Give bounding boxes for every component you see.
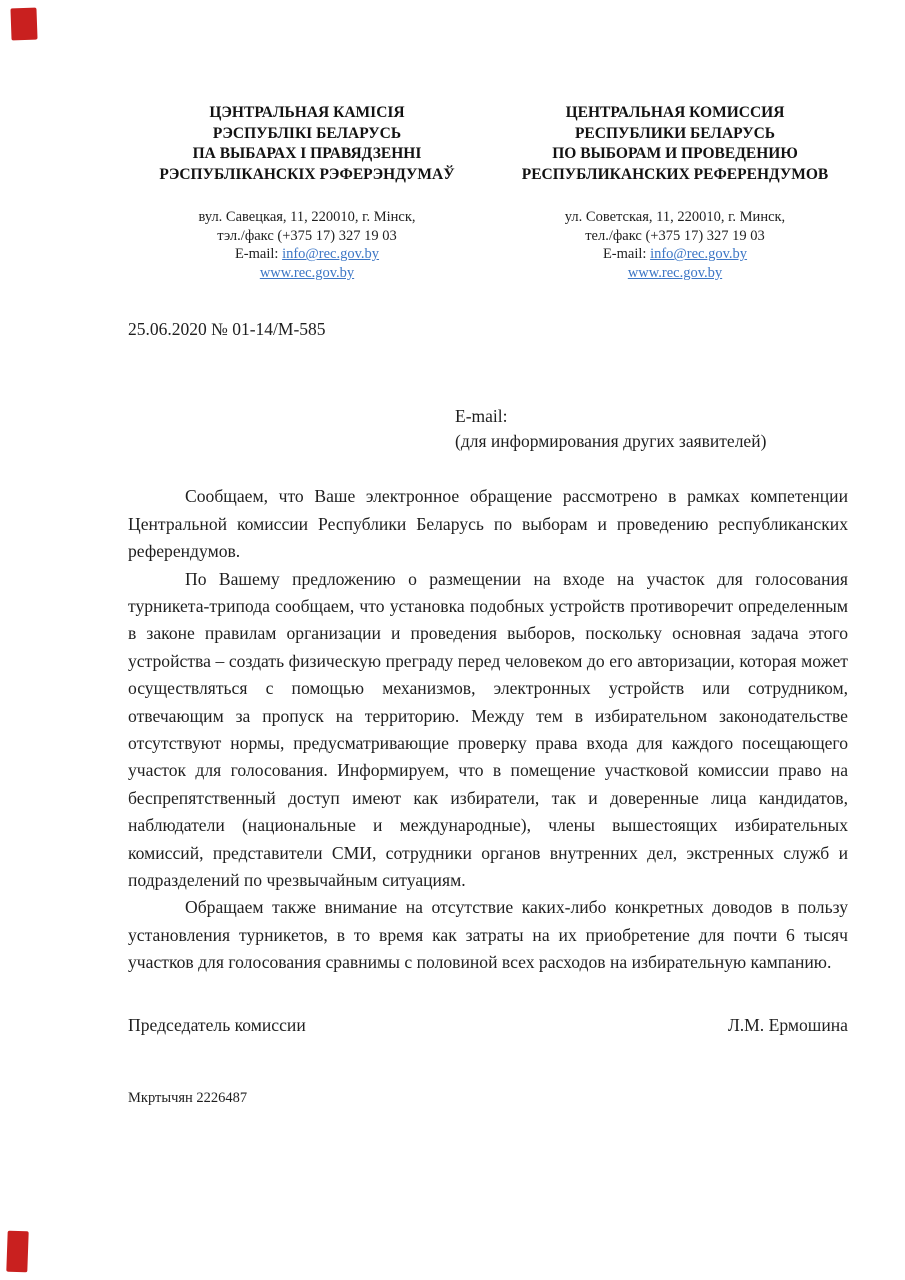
red-scan-mark-bottom xyxy=(6,1231,28,1273)
letterhead-russian-column xyxy=(502,103,848,282)
red-scan-mark-top xyxy=(10,8,37,41)
phone-line-by: тэл./факс (+375 17) 327 19 03 xyxy=(217,227,397,244)
website-link[interactable]: www.rec.gov.by xyxy=(627,264,723,281)
org-contacts-ru xyxy=(502,208,848,282)
signature-name: Л.М. Ермошина xyxy=(727,1014,848,1035)
org-title-by xyxy=(128,103,486,185)
body-paragraph: Обращаем также внимание на отсутствие каких-либо конкретных доводов в пользу установления турникетов, в то время как затраты на их приобретение для почти 6 тысяч участков для голосования сравнимы с половиной всех расходов на избирательную кампанию. xyxy=(128,897,848,973)
phone-line-ru: тел./факс (+375 17) 327 19 03 xyxy=(585,227,765,244)
letterhead xyxy=(128,103,848,282)
org-title-by-line: ЦЭНТРАЛЬНАЯ КАМІСІЯ xyxy=(209,104,405,121)
address-line-ru: ул. Советская, 11, 220010, г. Минск, xyxy=(564,209,786,225)
letterhead-belarusian-column xyxy=(128,103,486,282)
email-link[interactable]: info@rec.gov.by xyxy=(650,246,748,263)
org-title-ru-line: РЕСПУБЛИКИ БЕЛАРУСЬ xyxy=(574,124,776,142)
org-title-ru-line: ЦЕНТРАЛЬНАЯ КОМИССИЯ xyxy=(565,104,785,121)
body-paragraph: Сообщаем, что Ваше электронное обращение рассмотрено в рамках компетенции Центральной комиссии Республики Беларусь по выборам и проведению республиканских референдумов. xyxy=(128,486,848,562)
email-link[interactable]: info@rec.gov.by xyxy=(282,246,380,263)
recipient-email-label: E-mail: xyxy=(455,406,508,427)
email-line-ru xyxy=(502,245,848,264)
org-title-by-line: РЭСПУБЛІКІ БЕЛАРУСЬ xyxy=(212,124,402,142)
letter-body xyxy=(128,483,848,976)
signature-position: Председатель комиссии xyxy=(128,1014,306,1035)
executor-note: Мкртычян 2226487 xyxy=(128,1089,248,1106)
recipient-block xyxy=(455,404,848,453)
email-label-by: E-mail: xyxy=(234,246,283,263)
org-contacts-by xyxy=(128,208,486,282)
email-label-ru: E-mail: xyxy=(602,246,651,263)
org-title-ru xyxy=(502,103,848,185)
org-title-by-line: РЭСПУБЛІКАНСКІХ РЭФЕРЭНДУМАЎ xyxy=(159,165,455,183)
ref-date-number: 25.06.2020 № 01-14/М-585 xyxy=(128,319,326,340)
body-paragraph: По Вашему предложению о размещении на входе на участок для голосования турникета-трипода сообщаем, что установка подобных устройств противоречит определенным в законе правилам организации и проведения выборов, поскольку основная задача этого устройства – создать физическую преграду перед человеком до его авторизации, которая может осуществляться с помощью механизмов, электронных устройств или сотрудником, отвечающим за пропуск на территорию. Между тем в избирательном законодательстве отсутствуют нормы, предусматривающие проверку права входа для каждого посещающего участок для голосования. Информируем, что в помещение участковой комиссии право на беспрепятственный доступ имеют как избиратели, так и доверенные лица кандидатов, наблюдатели (национальные и международные), члены вышестоящих избирательных комиссий, представители СМИ, сотрудники органов внутренних дел, экстренных служб и подразделений по чрезвычайным ситуациям. xyxy=(128,568,848,891)
recipient-note: (для информирования других заявителей) xyxy=(455,430,767,451)
website-line-by xyxy=(128,264,486,283)
org-title-by-line: ПА ВЫБАРАХ І ПРАВЯДЗЕННІ xyxy=(192,145,422,162)
signature-row xyxy=(128,1013,848,1037)
org-title-ru-line: ПО ВЫБОРАМ И ПРОВЕДЕНИЮ xyxy=(552,145,798,162)
website-line-ru xyxy=(502,264,848,283)
email-line-by xyxy=(128,245,486,264)
address-line-by: вул. Савецкая, 11, 220010, г. Мінск, xyxy=(198,209,416,225)
org-title-ru-line: РЕСПУБЛИКАНСКИХ РЕФЕРЕНДУМОВ xyxy=(521,165,829,183)
website-link[interactable]: www.rec.gov.by xyxy=(259,264,355,281)
